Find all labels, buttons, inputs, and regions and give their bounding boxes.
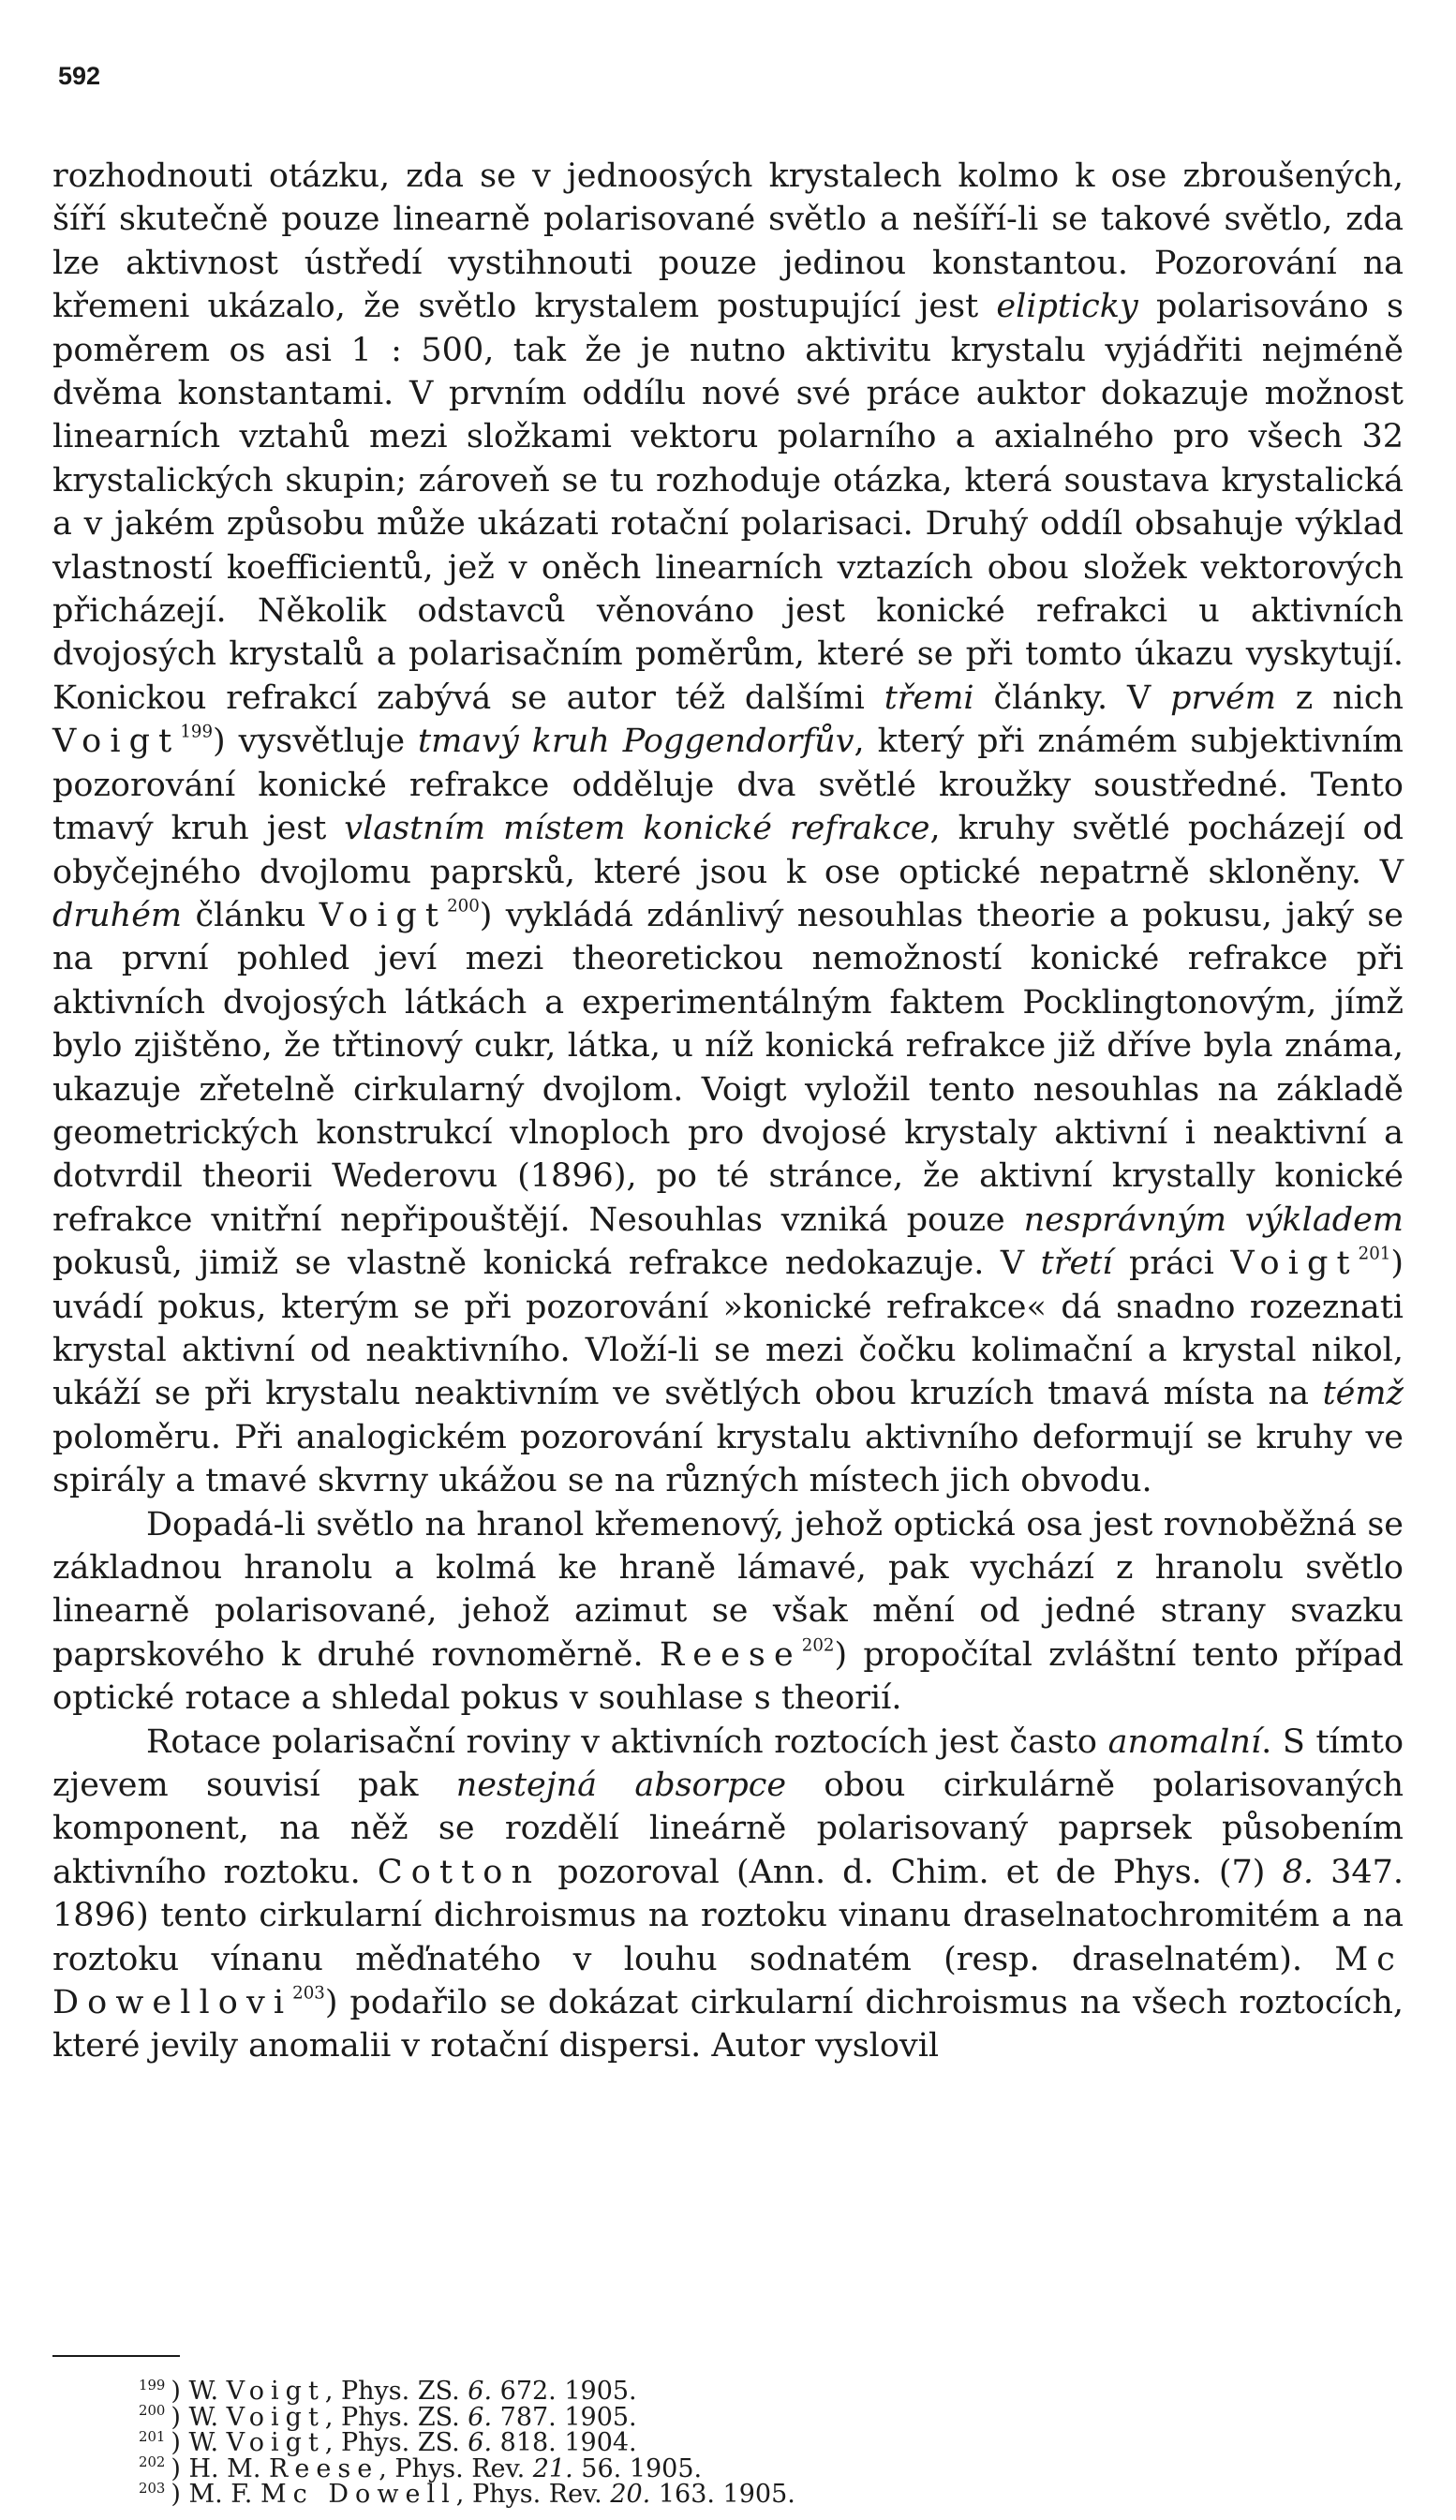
author-name: Voigt — [319, 896, 448, 934]
footnote: $^{199}$ ) W. Voigt, Phys. ZS. 6. 672. 1905. — [139, 2376, 637, 2406]
paragraph-3: Rotace polarisační roviny v aktivních roztocích jest často anomalní. S tímto zjevem souvisí pak nestejná absorpce obou cirkulárně polarisovaných komponent, na něž se rozdělí lineárně polarisovaný paprsek působením aktivního roztoku. Cotton pozoroval (Ann. d. Chim. et de Phys. (7) 8. 347. 1896) tento cirkularní dichroismus na roztoku vinanu draselnatochromitém a na roztoku vínanu měďnatého v louhu sodnatém (resp. draselnatém). Mc Dowellovi$^{203}$) podařilo se dokázat cirkularní dichroismus na všech roztocích, které jevily anomalii v rotační dispersi. Autor vyslovil — [52, 1722, 1404, 2065]
footnote-ref: 199 — [180, 722, 214, 742]
page-number: 592 — [58, 62, 101, 90]
author-name: Voigt — [52, 723, 181, 761]
footnote: $^{200}$ ) W. Voigt, Phys. ZS. 6. 787. 1905. — [139, 2402, 637, 2432]
footnote-ref: 200 — [447, 896, 480, 917]
footnote-ref: 202 — [801, 1635, 835, 1656]
body-text — [52, 155, 1404, 2068]
footnotes — [139, 2378, 795, 2508]
author-name: Mc Dowellovi — [52, 1940, 1404, 2022]
footnote: $^{201}$ ) W. Voigt, Phys. ZS. 6. 818. 1904. — [139, 2427, 637, 2457]
footnote-ref: 201 — [1358, 1244, 1391, 1264]
author-name: Cotton — [377, 1853, 542, 1891]
footnote-ref: 203 — [292, 1983, 325, 2004]
paragraph-1: rozhodnouti otázku, zda se v jednoosých krystalech kolmo k ose zbroušených, šíří skutečně pouze linearně polarisované světlo a nešíří-li se takové světlo, zda lze aktivnost ústředí vystihnouti pouze jedinou konstantou. Pozorování na křemeni ukázalo, že světlo krystalem postupující jest elipticky polarisováno s poměrem os asi 1 : 500, tak že je nutno aktivitu krystalu vyjádřiti nejméně dvěma konstantami. V prvním oddílu nové své práce auktor dokazuje možnost linearních vztahů mezi složkami vektoru polarního a axialného pro všech 32 krystalických skupin; zároveň se tu rozhoduje otázka, která soustava krystalická a v jakém způsobu může ukázati rotační polarisaci. Druhý oddíl obsahuje výklad vlastností koefficientů, jež v oněch linearních vztazích obou složek vektorových přicházejí. Několik odstavců věnováno jest konické refrakci u aktivních dvojosých krystalů a polarisačním poměrům, které se při tomto úkazu vyskytují. Konickou refrakcí zabývá se autor též dalšími třemi články. V prvém z nich Voigt$^{199}$) vysvětluje tmavý kruh Poggendorfův, který při známém subjektivním pozorování konické refrakce odděluje dva světlé kroužky soustředné. Tento tmavý kruh jest vlastním místem konické refrakce, kruhy světlé pocházejí od obyčejného dvojlomu paprsků, které jsou k ose optické nepatrně skloněny. V druhém článku Voigt$^{200}$) vykládá zdánlivý nesouhlas theorie a pokusu, jaký se na první pohled jeví mezi theoretickou nemožností konické refrakce při aktivních dvojosých látkách a experimentálným faktem Pocklingtonovým, jímž bylo zjištěno, že třtinový cukr, látka, u níž konická refrakce již dříve byla známa, ukazuje zřetelně cirkularný dvojlom. Voigt vyložil tento nesouhlas na základě geometrických konstrukcí vlnoploch pro dvojosé krystaly aktivní i neaktivní a dotvrdil theorii Wederovu (1896), po té stránce, že aktivní krystally konické refrakce vnitřní nepřipouštějí. Nesouhlas vzniká pouze nesprávným výkladem pokusů, jimiž se vlastně konická refrakce nedokazuje. V třetí práci Voigt$^{201}$) uvádí pokus, kterým se při pozorování »konické refrakce« dá snadno rozeznati krystal aktivní od neaktivního. Vloží-li se mezi čočku kolimační a krystal nikol, ukáží se při krystalu neaktivním ve světlých obou kruzích tmavá místa na témž poloměru. Při analogickém pozorování krystalu aktivního deformují se kruhy ve spirály a tmavé skvrny ukážou se na různých místech jich obvodu. — [52, 157, 1404, 1500]
footnote: $^{203}$ ) M. F. Mc Dowell, Phys. Rev. 20. 163. 1905. — [139, 2479, 795, 2509]
author-name: Voigt — [1230, 1245, 1359, 1283]
paragraph-2: Dopadá-li světlo na hranol křemenový, jehož optická osa jest rovnoběžná se základnou hranolu a kolmá ke hraně lámavé, pak vychází z hranolu světlo linearně polarisované, jehož azimut se však mění od jedné strany svazku paprskového k druhé rovnoměrně. Reese$^{202}$) propočítal zvláštní tento případ optické rotace a shledal pokus v souhlase s theorií. — [52, 1505, 1404, 1718]
author-name: Reese — [659, 1635, 802, 1674]
footnote: $^{202}$ ) H. M. Reese, Phys. Rev. 21. 56. 1905. — [139, 2453, 703, 2483]
footnote-divider — [52, 2355, 180, 2357]
